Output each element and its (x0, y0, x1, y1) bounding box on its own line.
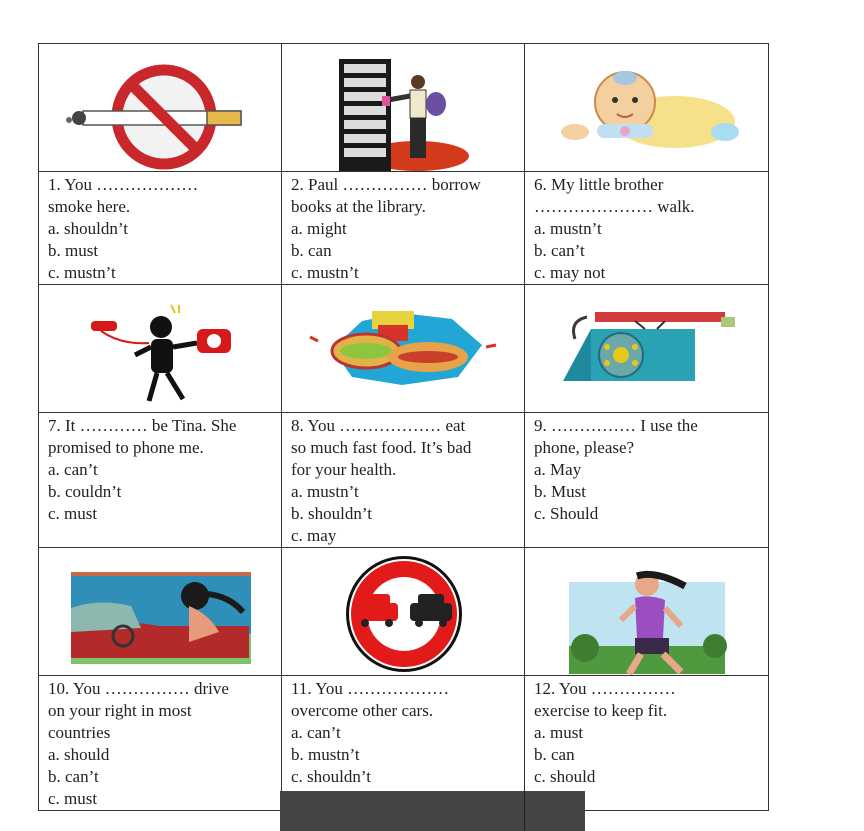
question-text: 10. You …………… drive (48, 679, 229, 698)
answer-option[interactable]: b. Must (534, 482, 586, 501)
question-text: smoke here. (48, 197, 131, 216)
answer-option[interactable]: a. can’t (48, 460, 98, 479)
question-text: on your right in most (48, 701, 192, 720)
question-text: ………………… walk. (534, 197, 695, 216)
answer-option[interactable]: a. must (534, 723, 584, 742)
question-text: exercise to keep fit. (534, 701, 668, 720)
answer-option[interactable]: c. mustn’t (48, 263, 116, 282)
question-text: 9. …………… I use the (534, 416, 698, 435)
question-cell (525, 172, 769, 285)
image-cell (39, 44, 282, 172)
answer-option[interactable]: b. shouldn’t (291, 504, 372, 523)
answer-option[interactable]: a. May (534, 460, 582, 479)
question-text: 12. You …………… (534, 679, 676, 698)
no-overtaking-sign-icon (282, 548, 525, 675)
question-text: phone, please? (534, 438, 635, 457)
image-cell (282, 44, 525, 172)
question-cell (39, 172, 282, 285)
no-smoking-icon (39, 44, 282, 171)
question-text: promised to phone me. (48, 438, 204, 457)
question-text: 2. Paul …………… borrow (291, 175, 481, 194)
image-cell (525, 285, 769, 413)
answer-option[interactable]: c. must (48, 504, 98, 523)
image-cell (39, 285, 282, 413)
image-cell (282, 285, 525, 413)
question-text: so much fast food. It’s bad (291, 438, 472, 457)
answer-option[interactable]: b. couldn’t (48, 482, 122, 501)
phone-runner-icon (39, 285, 282, 412)
answer-option[interactable]: b. can’t (534, 241, 585, 260)
answer-option[interactable]: b. can (291, 241, 332, 260)
image-cell (525, 44, 769, 172)
redaction-bar (280, 791, 585, 831)
answer-option[interactable]: c. may not (534, 263, 606, 282)
library-man-icon (282, 44, 525, 171)
image-cell (525, 548, 769, 676)
woman-jogging-icon (525, 548, 769, 675)
question-text: 1. You ……………… (48, 175, 199, 194)
crawling-baby-icon (525, 44, 769, 171)
answer-option[interactable]: c. should (534, 767, 596, 786)
image-cell (282, 548, 525, 676)
answer-option[interactable]: c. shouldn’t (291, 767, 371, 786)
answer-option[interactable]: c. Should (534, 504, 599, 523)
fast-food-icon (282, 285, 525, 412)
question-text: 6. My little brother (534, 175, 664, 194)
answer-option[interactable]: a. mustn’t (291, 482, 359, 501)
question-text: 7. It ………… be Tina. She (48, 416, 237, 435)
answer-option[interactable]: a. shouldn’t (48, 219, 128, 238)
answer-option[interactable]: b. can (534, 745, 575, 764)
image-cell (39, 548, 282, 676)
question-text: overcome other cars. (291, 701, 434, 720)
answer-option[interactable]: b. mustn’t (291, 745, 360, 764)
answer-option[interactable]: c. must (48, 789, 98, 808)
rotary-phone-icon (525, 285, 769, 412)
question-cell (39, 413, 282, 548)
question-cell (282, 413, 525, 548)
answer-option[interactable]: c. may (291, 526, 337, 545)
answer-option[interactable]: a. can’t (291, 723, 341, 742)
question-text: countries (48, 723, 111, 742)
question-text: 8. You ……………… eat (291, 416, 466, 435)
question-text: 11. You ……………… (291, 679, 450, 698)
question-cell (282, 172, 525, 285)
question-cell (39, 676, 282, 811)
answer-option[interactable]: b. must (48, 241, 99, 260)
answer-option[interactable]: b. can’t (48, 767, 99, 786)
question-cell (525, 413, 769, 548)
woman-driving-icon (39, 548, 282, 675)
table-divider (524, 791, 525, 831)
answer-option[interactable]: c. mustn’t (291, 263, 359, 282)
worksheet-table (38, 43, 769, 811)
answer-option[interactable]: a. should (48, 745, 110, 764)
answer-option[interactable]: a. might (291, 219, 347, 238)
question-text: for your health. (291, 460, 397, 479)
question-text: books at the library. (291, 197, 426, 216)
answer-option[interactable]: a. mustn’t (534, 219, 602, 238)
